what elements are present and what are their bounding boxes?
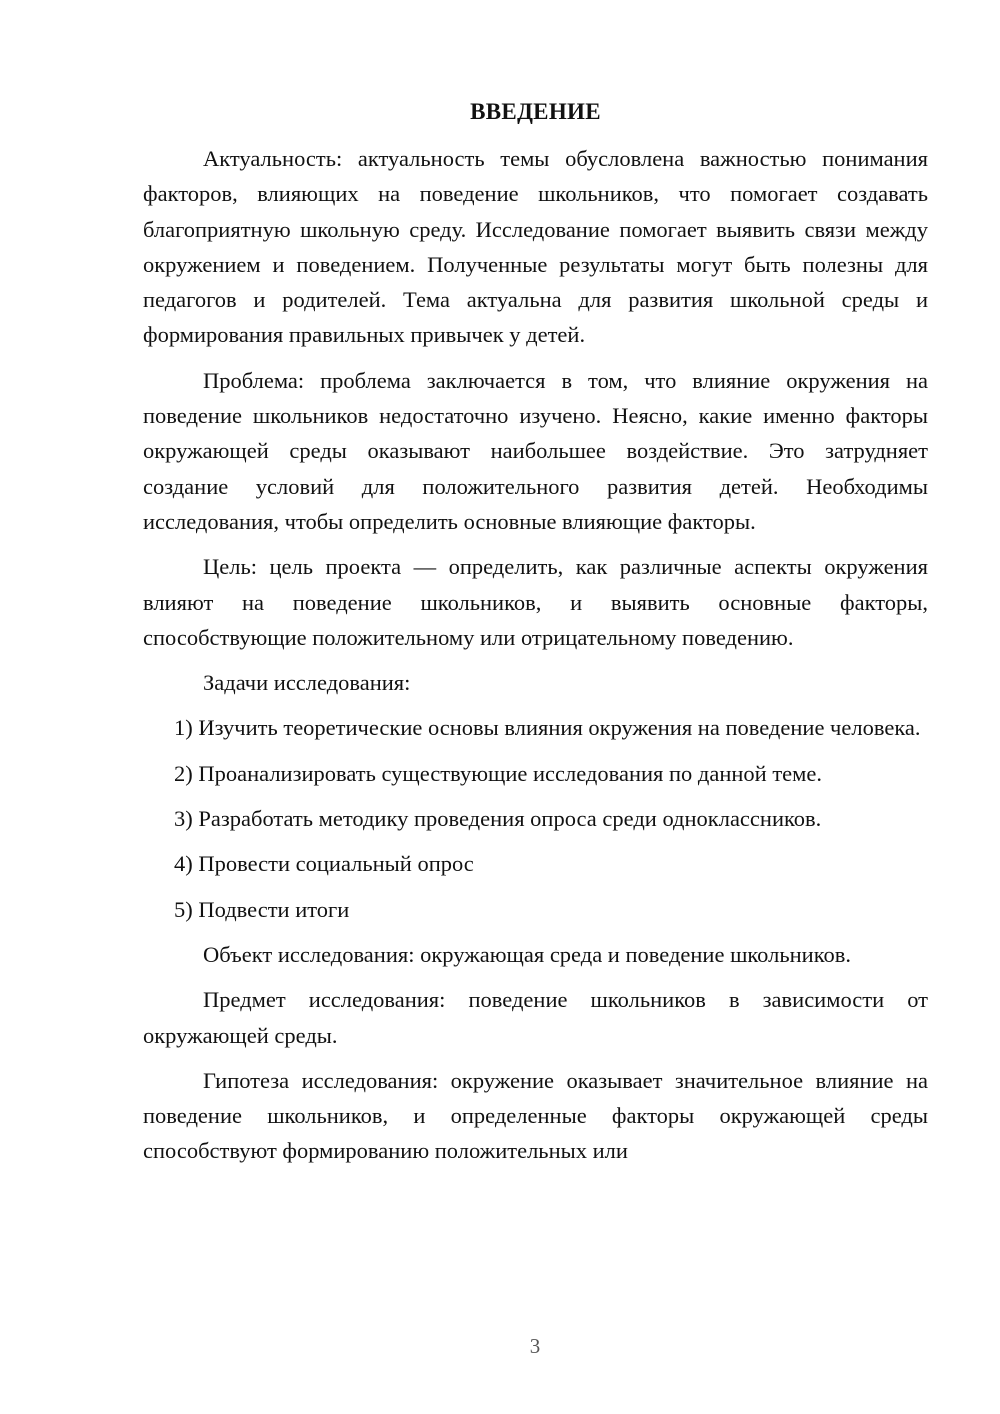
paragraph-hypothesis: Гипотеза исследования: окружение оказывает значительное влияние на поведение школьников, и определенные факторы окружающей среды способствуют формированию положительных или <box>143 1067 928 1164</box>
paragraph-object: Объект исследования: окружающая среда и поведение школьников. <box>203 941 851 967</box>
task-item-4: 4) Провести социальный опрос <box>174 851 474 877</box>
paragraph-relevance: Актуальность: актуальность темы обусловлена важностью понимания факторов, влияющих на поведение школьников, что помогает создавать благоприятную школьную среду. Исследование помогает выявить связи между окружением и поведением. Полученные результаты могут быть полезны для педагогов и родителей. Тема актуальна для развития школьной среды и формирования правильных привычек у детей. <box>143 146 928 348</box>
document-page <box>143 94 928 1179</box>
section-title: ВВЕДЕНИЕ <box>470 99 601 124</box>
task-item-5: 5) Подвести итоги <box>174 896 350 922</box>
task-item-2: 2) Проанализировать существующие исследования по данной теме. <box>174 760 823 786</box>
paragraph-subject: Предмет исследования: поведение школьников в зависимости от окружающей среды. <box>143 987 928 1048</box>
paragraph-tasks-heading: Задачи исследования: <box>203 670 411 696</box>
task-item-1: 1) Изучить теоретические основы влияния окружения на поведение человека. <box>174 715 921 741</box>
paragraph-goal: Цель: цель проекта — определить, как различные аспекты окружения влияют на поведение школьников, и выявить основные факторы, способствующие положительному или отрицательному поведению. <box>143 554 928 650</box>
paragraph-problem: Проблема: проблема заключается в том, что влияние окружения на поведение школьников недостаточно изучено. Неясно, какие именно факторы окружающей среды оказывают наибольшее воздействие. Это затрудняет создание условий для положительного развития детей. Необходимы исследования, чтобы определить основные влияющие факторы. <box>143 367 928 534</box>
page-number: 3 <box>529 1334 541 1358</box>
task-item-3: 3) Разработать методику проведения опроса среди одноклассников. <box>174 806 822 832</box>
